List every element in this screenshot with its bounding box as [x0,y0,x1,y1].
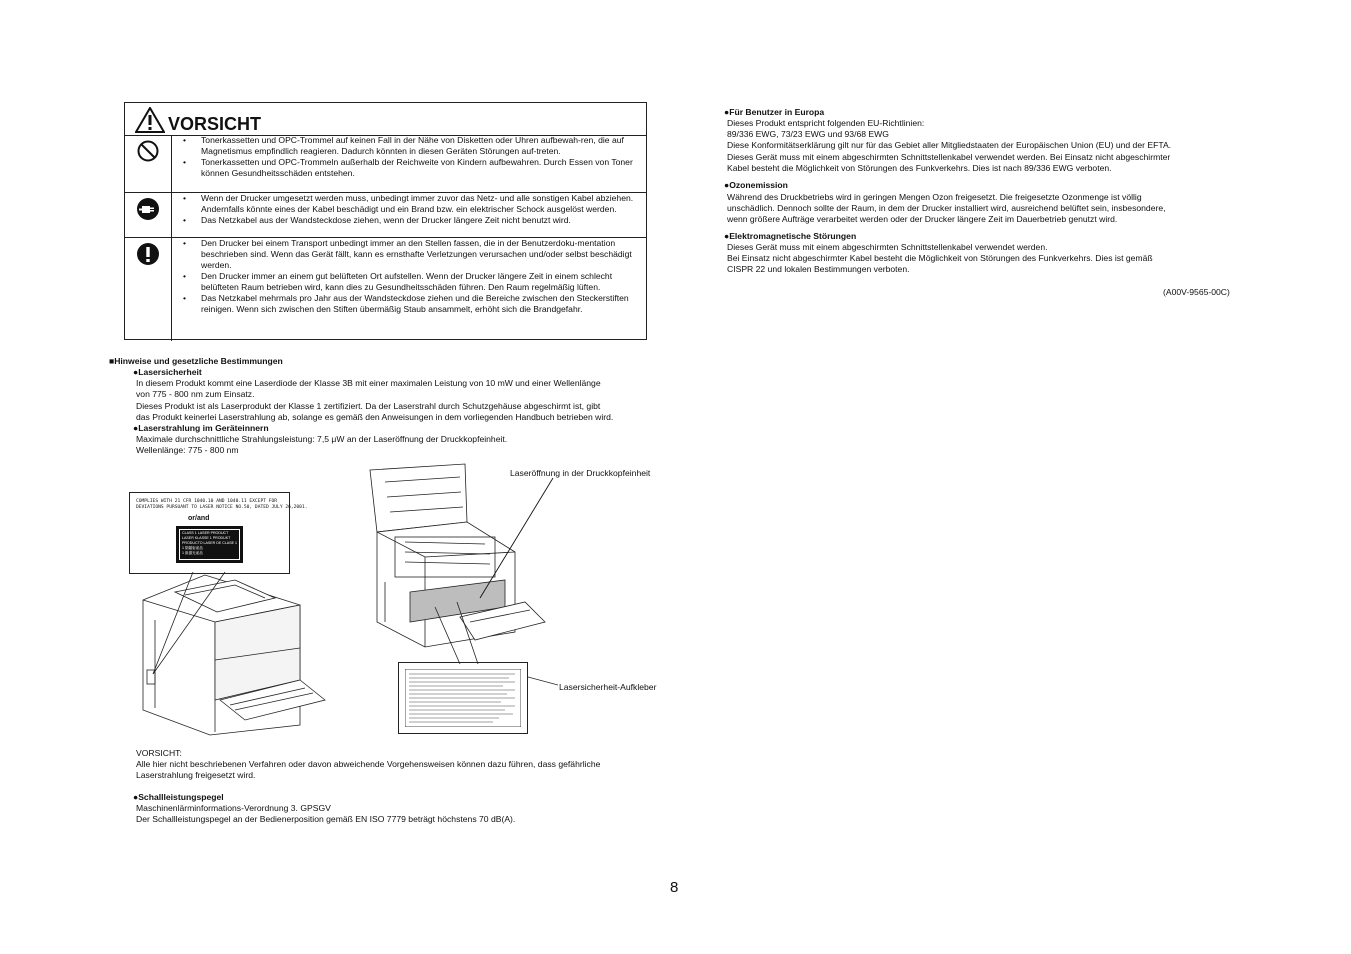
paragraph-line: Der Schallleistungspegel an der Bedienerposition gemäß EN ISO 7779 beträgt höchstens 70 dB(A). [136,814,516,824]
ozone-heading: ●Ozonemission [724,180,788,190]
label-or: or/and [188,515,210,522]
label-text: DEVIATIONS PURSUANT TO LASER NOTICE NO.50, DATED JULY 26,2001. [136,505,308,510]
paragraph-line: Maschinenlärminformations-Verordnung 3. GPSGV [136,803,331,813]
laser-internal-heading: ●Laserstrahlung im Geräteinnern [133,423,269,433]
paragraph-line: Kabel besteht die Möglichkeit von Störungen des Funkverkehrs. Dies ist nach 89/336 EWG verboten. [727,163,1112,173]
paragraph-line: unschädlich. Dennoch sollte der Raum, in dem der Drucker installiert wird, ausreichend belüftet sein, insbesondere, [727,203,1166,213]
list-item: • Wenn der Drucker umgesetzt werden muss, unbedingt immer zuvor das Netz- und alle sonstigen Kabel abziehen. Andernfalls könnte eines der Kabel beschädigt und ein Brand bzw. ein elektrischer Schock ausgelöst werden. [171,193,641,215]
callout-line [528,676,558,686]
list-item: • Tonerkassetten und OPC-Trommeln außerhalb der Reichweite von Kindern aufbewahren. Durch Essen von Toner können Gesundheitsschäden entstehen. [171,157,641,179]
paragraph-line: wenn größere Aufträge verarbeitet werden oder der Drucker längere Zeit im Dauerbetrieb genutzt wird. [727,214,1118,224]
warning-triangle-icon [135,107,165,133]
unplug-icon [136,197,160,221]
paragraph-line: In diesem Produkt kommt eine Laserdiode der Klasse 3B mit einer maximalen Leistung von 10 mW und einer Wellenlänge [136,378,601,388]
paragraph-line: Laserstrahlung freigesetzt wird. [136,770,256,780]
class-line: PRODUCTO LASER DE CLASE 1 [182,541,238,545]
printer-open-illustration [365,462,565,667]
paragraph-line: Dieses Gerät muss mit einem abgeschirmten Schnittstellenkabel verwendet werden. Bei Einsatz nicht abgeschirmter [727,152,1171,162]
class-line: CLASS 1 LASER PRODUCT [182,531,229,535]
paragraph-line: Bei Einsatz nicht abgeschirmter Kabel besteht die Möglichkeit von Störungen des Funkverkehrs. Dies ist gemäß [727,253,1153,263]
caution-table [124,102,647,340]
callout-aperture: Laseröffnung in der Druckkopfeinheit [510,468,651,478]
label-text: COMPLIES WITH 21 CFR 1040.10 AND 1040.11 EXCEPT FOR [136,499,278,504]
section-heading: ■Hinweise und gesetzliche Bestimmungen [109,356,283,366]
paragraph-line: Dieses Produkt entspricht folgenden EU-Richtlinien: [727,118,925,128]
class-line: 1 類鐳射產品 [182,546,203,550]
prohibition-icon [136,139,160,163]
caution-row [125,135,646,193]
paragraph-line: Dieses Produkt ist als Laserprodukt der Klasse 1 zertifiziert. Da der Laserstrahl durch Schutzgehäuse abgeschirmt ist, gibt [136,401,601,411]
emc-heading: ●Elektromagnetische Störungen [724,231,857,241]
document-code: (A00V-9565-00C) [1163,287,1230,297]
paragraph-line: von 775 - 800 nm zum Einsatz. [136,389,255,399]
paragraph-line: Diese Konformitätserklärung gilt nur für das Gebiet aller Mitgliedstaaten der Europäischen Union (EU) und der EFTA. [727,140,1172,150]
paragraph-line: 89/336 EWG, 73/23 EWG und 93/68 EWG [727,129,889,139]
class-line: LASER KLASSE 1 PRODUKT [182,536,231,540]
laser-sticker [398,662,528,734]
exclamation-icon [136,242,160,266]
list-item: • Das Netzkabel mehrmals pro Jahr aus der Wandsteckdose ziehen und die Bereiche zwischen den Steckerstiften reinigen. Wenn sich zwischen den Stiften übermäßig Staub ansammelt, erhöht sich die Brandgefahr. [171,293,641,315]
europe-heading: ●Für Benutzer in Europa [724,107,825,117]
page-number: 8 [670,879,679,896]
warning-label: VORSICHT: [136,748,182,758]
paragraph-line: Wellenlänge: 775 - 800 nm [136,445,239,455]
caution-header [125,103,646,136]
paragraph-line: Alle hier nicht beschriebenen Verfahren oder davon abweichende Vorgehensweisen können dazu führen, dass gefährliche [136,759,601,769]
list-item: • Den Drucker immer an einem gut belüfteten Ort aufstellen. Wenn der Drucker längere Zeit in einem schlecht belüfteten Raum betrieben wird, kann dies zu Gesundheitsschäden führen. Den Raum regelmäßig lüften. [171,271,641,293]
paragraph-line: Dieses Gerät muss mit einem abgeschirmten Schnittstellenkabel verwendet werden. [727,242,1048,252]
printer-closed-illustration [135,560,335,736]
class-label-box [176,526,243,563]
sound-heading: ●Schallleistungspegel [133,792,224,802]
paragraph-line: das Produkt keinerlei Laserstrahlung ab, solange es gemäß den Anweisungen in dem vorliegenden Handbuch betrieben wird. [136,412,614,422]
callout-sticker: Lasersicherheit-Aufkleber [559,682,657,692]
paragraph-line: Während des Druckbetriebs wird in geringen Mengen Ozon freigesetzt. Die freigesetzte Ozonmenge ist völlig [727,192,1142,202]
list-item: • Das Netzkabel aus der Wandsteckdose ziehen, wenn der Drucker längere Zeit nicht benutzt wird. [171,215,641,226]
caution-row [125,193,646,238]
caution-row [125,238,646,341]
list-item: • Den Drucker bei einem Transport unbedingt immer an den Stellen fassen, die in der Benutzerdoku-mentation beschrieben sind. Wenn das Gerät fällt, kann es ernsthafte Verletzungen verursachen und/oder selbst beschädigt werden. [171,238,641,271]
laser-safety-heading: ●Lasersicherheit [133,367,202,377]
caution-title: VORSICHT [168,114,262,134]
paragraph-line: CISPR 22 und lokalen Bestimmungen verboten. [727,264,910,274]
class-line: 1 級激光產品 [182,551,203,555]
list-item: • Tonerkassetten und OPC-Trommel auf keinen Fall in der Nähe von Disketten oder Uhren aufbewah-ren, die auf Magnetismus empfindlich reagieren. Dadurch könnten in diesen Geräten Störungen auf-treten. [171,135,641,157]
paragraph-line: Maximale durchschnittliche Strahlungsleistung: 7,5 μW an der Laseröffnung der Druckkopfeinheit. [136,434,508,444]
